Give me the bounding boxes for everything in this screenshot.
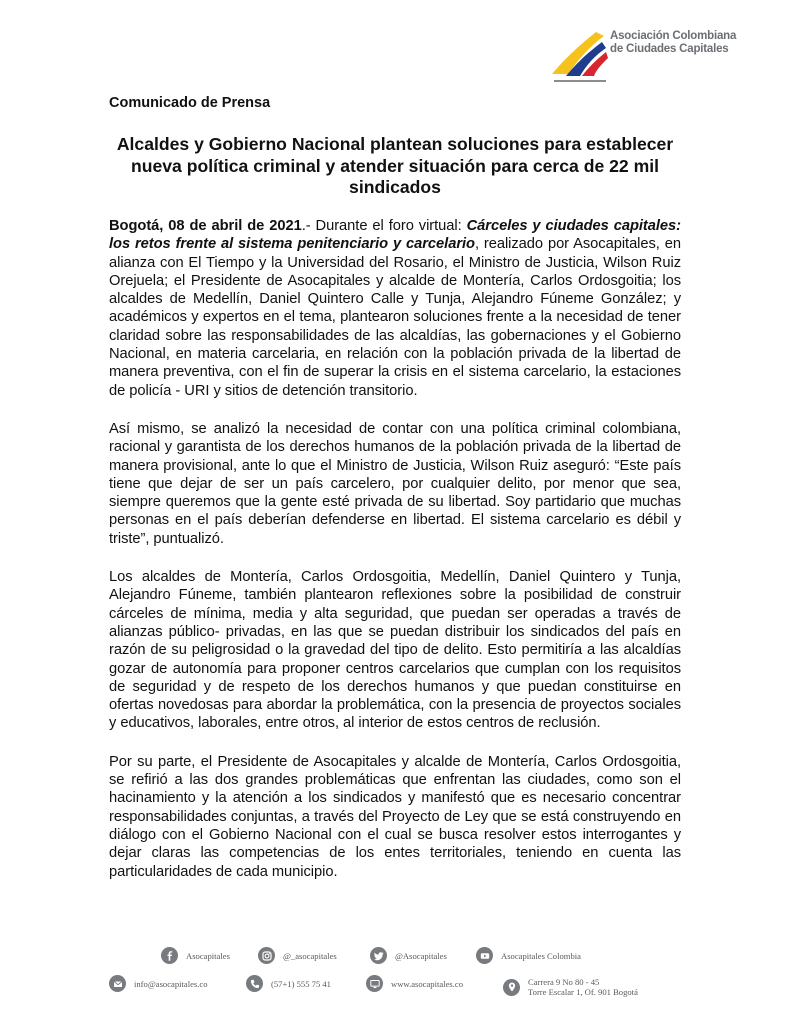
asocapitales-emblem-icon	[546, 22, 610, 86]
event-title: Cárceles y ciudades capitales: los retos frente al sistema penitenciario y carcelario	[109, 218, 681, 253]
youtube-icon	[476, 947, 493, 964]
dateline: Bogotá, 08 de abril de 2021	[109, 218, 302, 234]
document-body	[109, 217, 681, 901]
footer-youtube[interactable]	[476, 947, 581, 964]
phone-label: (57+1) 555 75 41	[271, 978, 331, 989]
twitter-label: @Asocapitales	[395, 950, 447, 961]
document-kicker: Comunicado de Prensa	[109, 95, 271, 111]
globe-icon	[366, 975, 383, 992]
footer-facebook[interactable]	[161, 947, 230, 964]
email-label: info@asocapitales.co	[134, 978, 208, 989]
paragraph-1-lead: .- Durante el foro virtual:	[301, 218, 467, 234]
phone-icon	[246, 975, 263, 992]
logo-line-2: de Ciudades Capitales	[610, 43, 729, 55]
location-pin-icon	[503, 979, 520, 996]
instagram-icon	[258, 947, 275, 964]
facebook-label: Asocapitales	[186, 950, 230, 961]
paragraph-4: Por su parte, el Presidente de Asocapitales y alcalde de Montería, Carlos Ordosgoitia, se refirió a las dos grandes problemáticas que enfrentan las ciudades, como son el hacinamiento y la atención a los sindicados y manifestó que es necesario concentrar responsabilidades conjuntas, a través del Proyecto de Ley que se está construyendo en diálogo con el Gobierno Nacional con el cual se busca resolver estos interrogantes y dejar claras las competencias de los entes territoriales, teniendo en cuenta las particularidades de cada municipio.	[109, 753, 681, 880]
paragraph-1-rest: , realizado por Asocapitales, en alianza con El Tiempo y la Universidad del Rosario, el Ministro de Justicia, Wilson Ruiz Orejuela; el Presidente de Asocapitales y alcalde de Montería, Carlos Ordosgoitia; los alcaldes de Medellín, Daniel Quintero Calle y Tunja, Alejandro Fúneme González; y académicos y expertos en el tema, plantearon soluciones frente a la necesidad de tener claridad sobre las responsabilidades de las alcaldías, las gobernaciones y el Gobierno Nacional, en materia carcelaria, en relación con la población privada de la libertad de manera preventiva, con el fin de superar la crisis en el sistema carcelario, la estaciones de policía - URI y sitios de detención transitorio.	[109, 236, 681, 399]
footer-website[interactable]	[366, 975, 463, 992]
footer-address	[503, 977, 638, 997]
footer-instagram[interactable]	[258, 947, 337, 964]
twitter-icon	[370, 947, 387, 964]
logo-line-1: Asociación Colombiana	[610, 30, 737, 42]
footer-twitter[interactable]	[370, 947, 447, 964]
footer-email[interactable]	[109, 975, 208, 992]
website-label: www.asocapitales.co	[391, 978, 463, 989]
asocapitales-logo	[546, 22, 766, 92]
address-line-1: Carrera 9 No 80 - 45	[528, 977, 600, 987]
youtube-label: Asocapitales Colombia	[501, 950, 581, 961]
paragraph-2: Así mismo, se analizó la necesidad de contar con una política criminal colombiana, racional y garantista de los derechos humanos de la población privada de la libertad de manera provisional, ante lo que el Ministro de Justicia, Wilson Ruiz aseguró: “Este país tiene que dejar de ser un país carcelero, por cualquier delito, por menor que sea, siempre queremos que la gente esté privada de su libertad. Soy partidario que muchas personas en el país deberían defenderse en libertad. El sistema carcelario es débil y triste”, puntualizó.	[109, 420, 681, 547]
document-headline: Alcaldes y Gobierno Nacional plantean soluciones para establecer nueva política criminal y atender situación para cerca de 22 mil sindicados	[116, 134, 674, 197]
mail-icon	[109, 975, 126, 992]
footer-phone[interactable]	[246, 975, 331, 992]
address-line-2: Torre Escalar 1, Of. 901 Bogotá	[528, 987, 638, 997]
paragraph-3: Los alcaldes de Montería, Carlos Ordosgoitia, Medellín, Daniel Quintero y Tunja, Alejandro Fúneme, también plantearon reflexiones sobre la posibilidad de construir cárceles de mínima, media y alta seguridad, que puedan ser operadas a través de alianzas público- privadas, en las que se puedan distribuir los sindicados del país en razón de su peligrosidad o la gravedad del tipo de delito. Esto permitiría a las alcaldías gozar de autonomía para proponer centros carcelarios que cumplan con los requisitos de seguridad y de respeto de los derechos humanos y que puedan constituirse en ofertas novedosas para abordar la problemática, con la presencia de proyectos sociales y educativos, laborales, entre otros, al interior de estos centros de reclusión.	[109, 569, 681, 732]
paragraph-1	[109, 217, 681, 400]
instagram-label: @_asocapitales	[283, 950, 337, 961]
facebook-icon	[161, 947, 178, 964]
